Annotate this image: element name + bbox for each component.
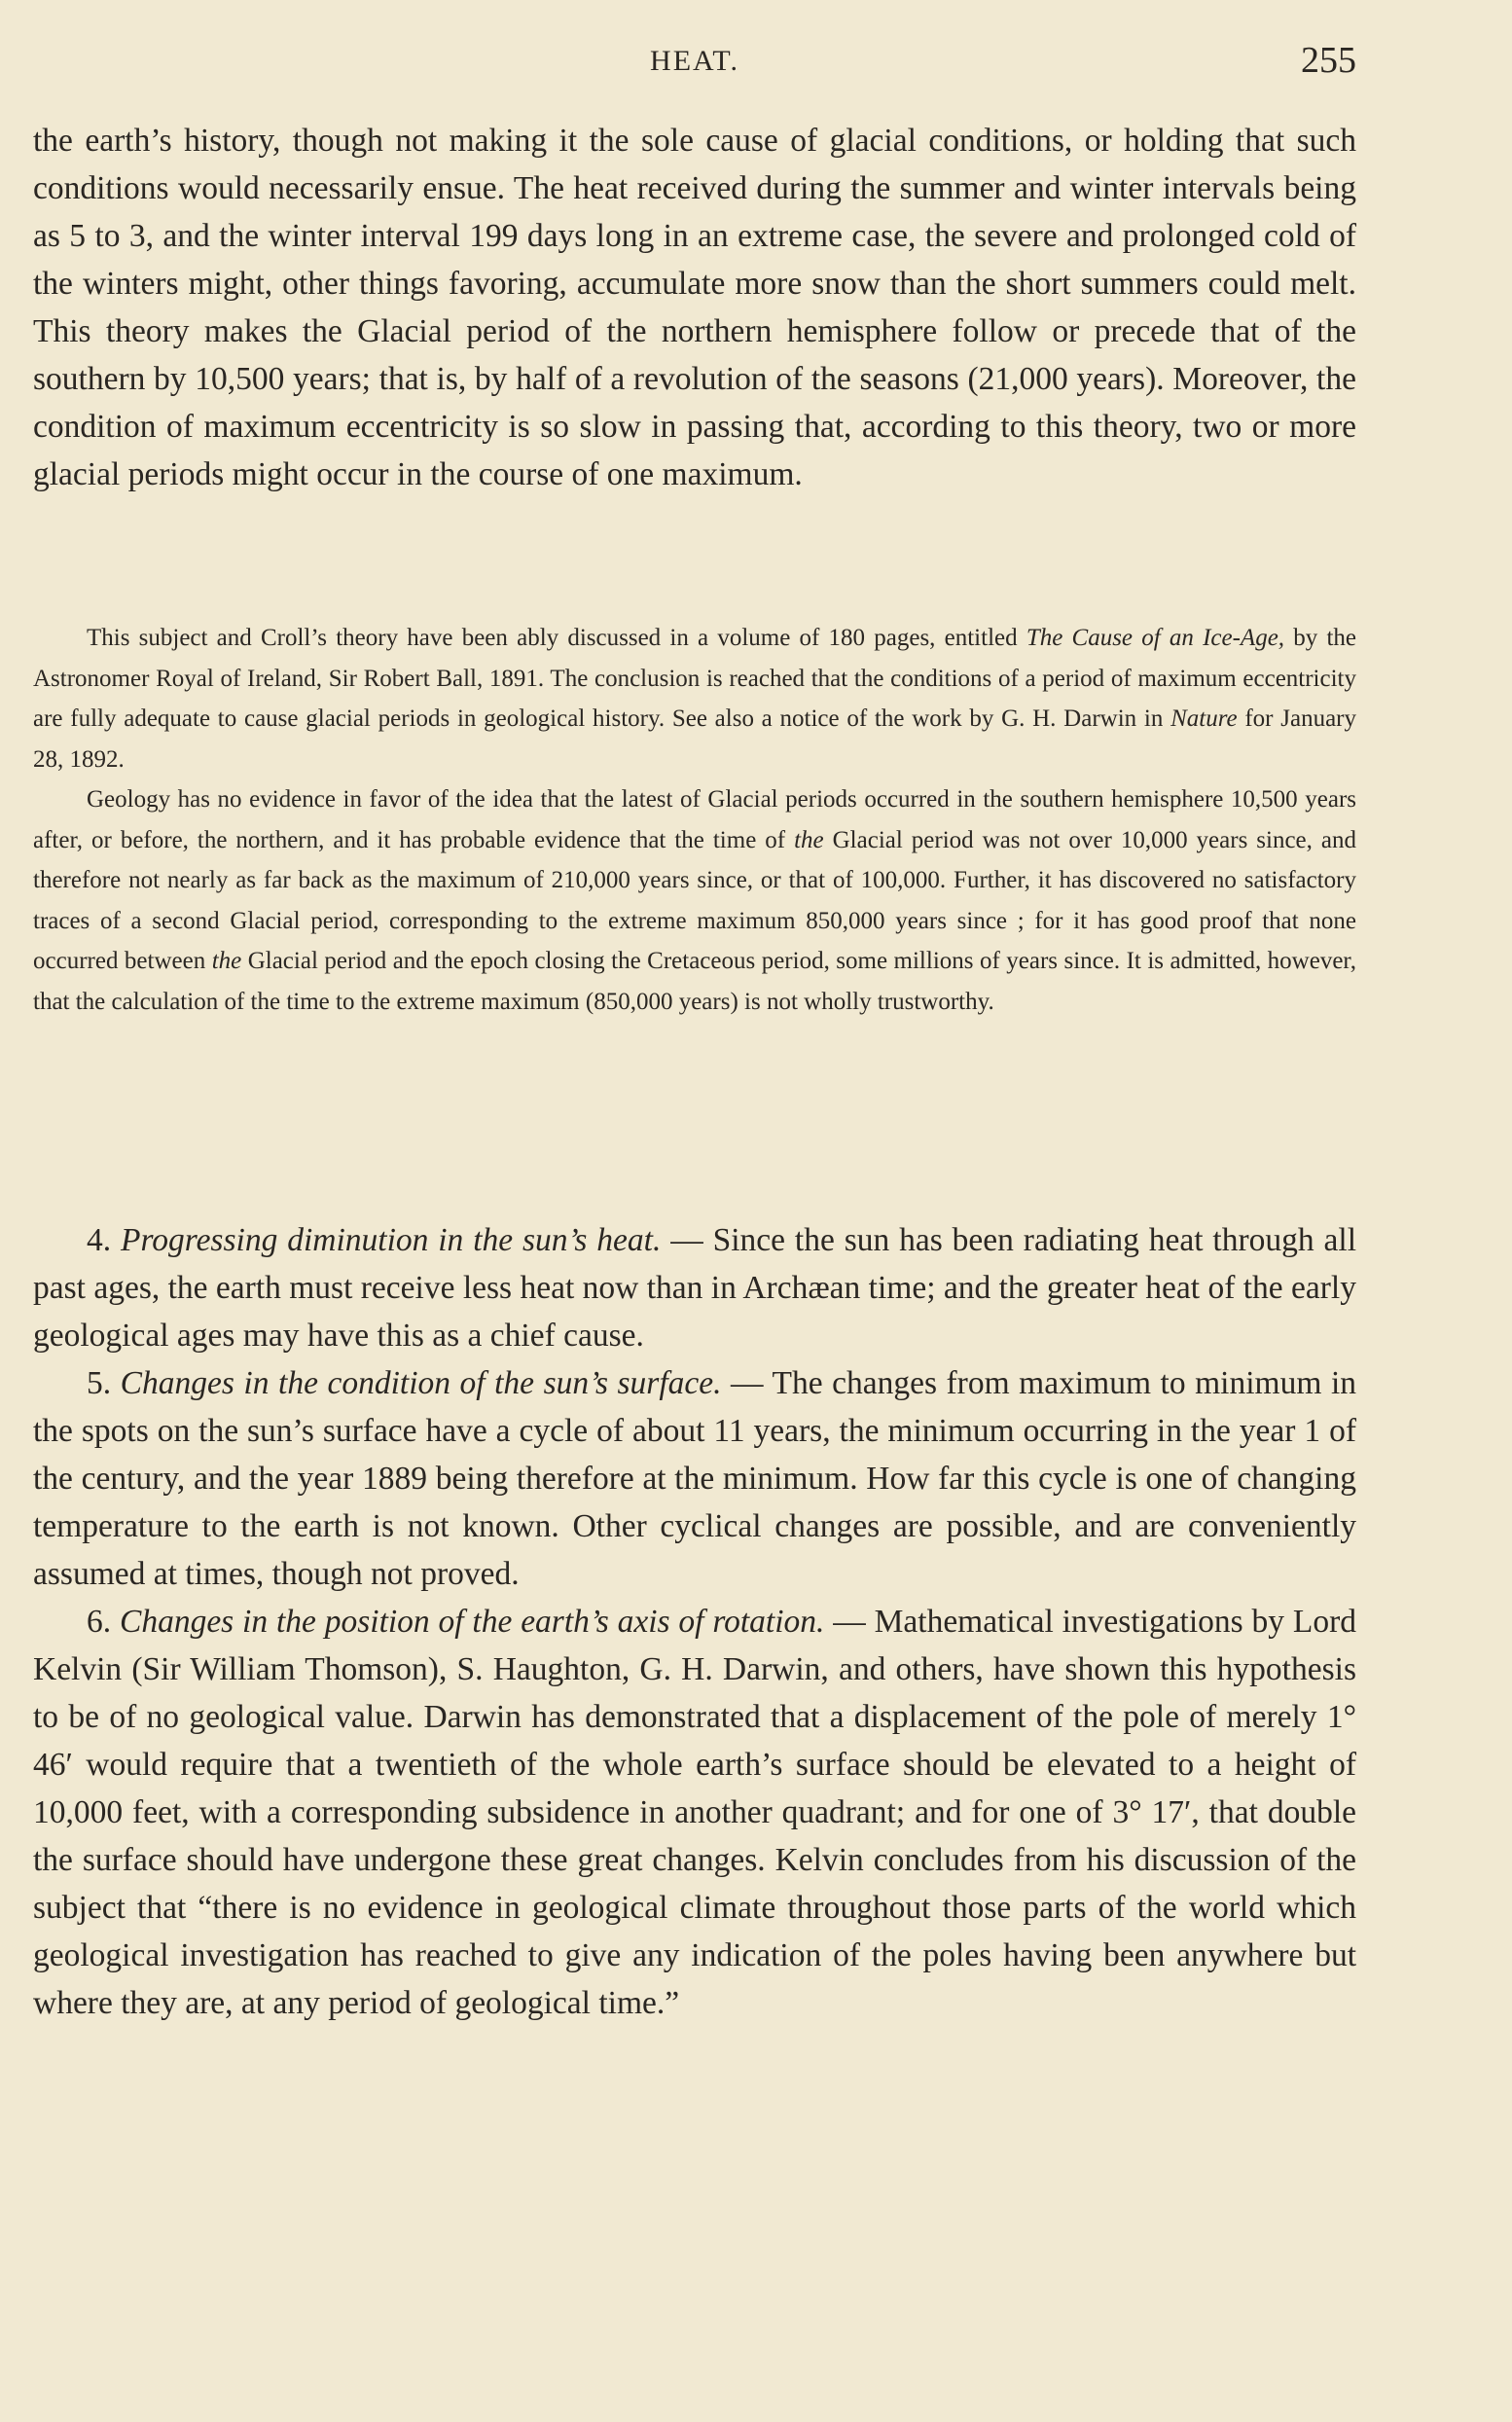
note1-text-after: for January 28, 1892. (33, 705, 1356, 773)
section-4 (33, 1216, 1356, 1359)
section-number: 6. (87, 1604, 112, 1640)
note1-text-middle: by the Astronomer Royal of Ireland, Sir Robert Ball, 1891. The conclusion is reached that the conditions of a period of maximum eccentricity are fully adequate to cause glacial periods in geological history. See also a notice of the work by G. H. Darwin in (33, 625, 1357, 732)
notes-block (33, 618, 1356, 1022)
section-heading: Changes in the condition of the sun’s surface. (120, 1365, 722, 1401)
section-number: 5. (87, 1365, 112, 1401)
opening-paragraph: the earth’s history, though not making it the sole cause of glacial conditions, or holding that such conditions would necessarily ensue. The heat received during the summer and winter intervals being as 5 to 3, and the winter interval 199 days long in an extreme case, the severe and prolonged cold of the winters might, other things favoring, accumulate more snow than the short summers could melt. This theory makes the Glacial period of the northern hemisphere follow or precede that of the southern by 10,500 years; that is, by half of a revolution of the seasons (21,000 years). Moreover, the condition of maximum eccentricity is so slow in passing that, according to this theory, two or more glacial periods might occur in the course of one maximum. (33, 123, 1356, 492)
running-header (33, 37, 1356, 86)
note2-emphasis-2: the (211, 948, 242, 974)
note2-emphasis-1: the (794, 826, 824, 853)
note2-part2: Glacial period was not over 10,000 years since, and therefore not nearly as far back as the maximum of 210,000 years since, or that of 100,000. Further, it has discovered no satisfactory traces of a second Glacial period, corresponding to the extreme maximum 850,000 years since ; for it has good proof that none occurred between (33, 826, 1356, 974)
book-title: The Cause of an Ice-Age, (1026, 625, 1285, 651)
chapter-title: HEAT. (650, 45, 739, 77)
section-body: — Mathematical investigations by Lord Kelvin (Sir William Thomson), S. Haughton, G. H. Darwin, and others, have shown this hypothesis to be of no geological value. Darwin has demonstrated that a displacement of the pole of merely 1° 46′ would require that a twentieth of the whole earth’s surface should be elevated to a height of 10,000 feet, with a corresponding subsidence in another quadrant; and for one of 3° 17′, that double the surface should have undergone these great changes. Kelvin concludes from his discussion of the subject that “there is no evidence in geological climate throughout those parts of the world which geological investigation has reached to give any indication of the poles having been anywhere but where they are, at any period of geological time.” (33, 1604, 1357, 2021)
note2-part1: Geology has no evidence in favor of the idea that the latest of Glacial periods occurred in the southern hemisphere 10,500 years after, or before, the northern, and it has probable evidence that the time of (33, 786, 1356, 853)
note2-part3: Glacial period and the epoch closing the Cretaceous period, some millions of years since. It is admitted, however, that the calculation of the time to the extreme maximum (850,000 years) is not wholly trustworthy. (33, 948, 1356, 1015)
numbered-sections (33, 1216, 1356, 2027)
page-number: 255 (1301, 40, 1356, 81)
section-heading: Changes in the position of the earth’s axis of rotation. (119, 1604, 825, 1640)
book-page (33, 0, 1356, 2422)
section-5 (33, 1359, 1356, 1598)
note-paragraph-geology (33, 779, 1356, 1022)
main-text-block (33, 117, 1356, 498)
section-body: — The changes from maximum to minimum in the spots on the sun’s surface have a cycle of about 11 years, the minimum occurring in the year 1 of the century, and the year 1889 being therefore at the minimum. How far this cycle is one of changing temperature to the earth is not known. Other cyclical changes are possible, and are conveniently assumed at times, though not proved. (33, 1365, 1356, 1592)
section-heading: Progressing diminution in the sun’s heat. (121, 1222, 662, 1258)
journal-title: Nature (1170, 705, 1238, 732)
section-number: 4. (87, 1222, 112, 1258)
note1-text-before: This subject and Croll’s theory have been ably discussed in a volume of 180 pages, entitled (87, 625, 1026, 651)
section-6 (33, 1598, 1356, 2027)
section-body: — Since the sun has been radiating heat through all past ages, the earth must receive less heat now than in Archæan time; and the greater heat of the early geological ages may have this as a chief cause. (33, 1222, 1357, 1354)
note-paragraph-ball (33, 618, 1356, 779)
